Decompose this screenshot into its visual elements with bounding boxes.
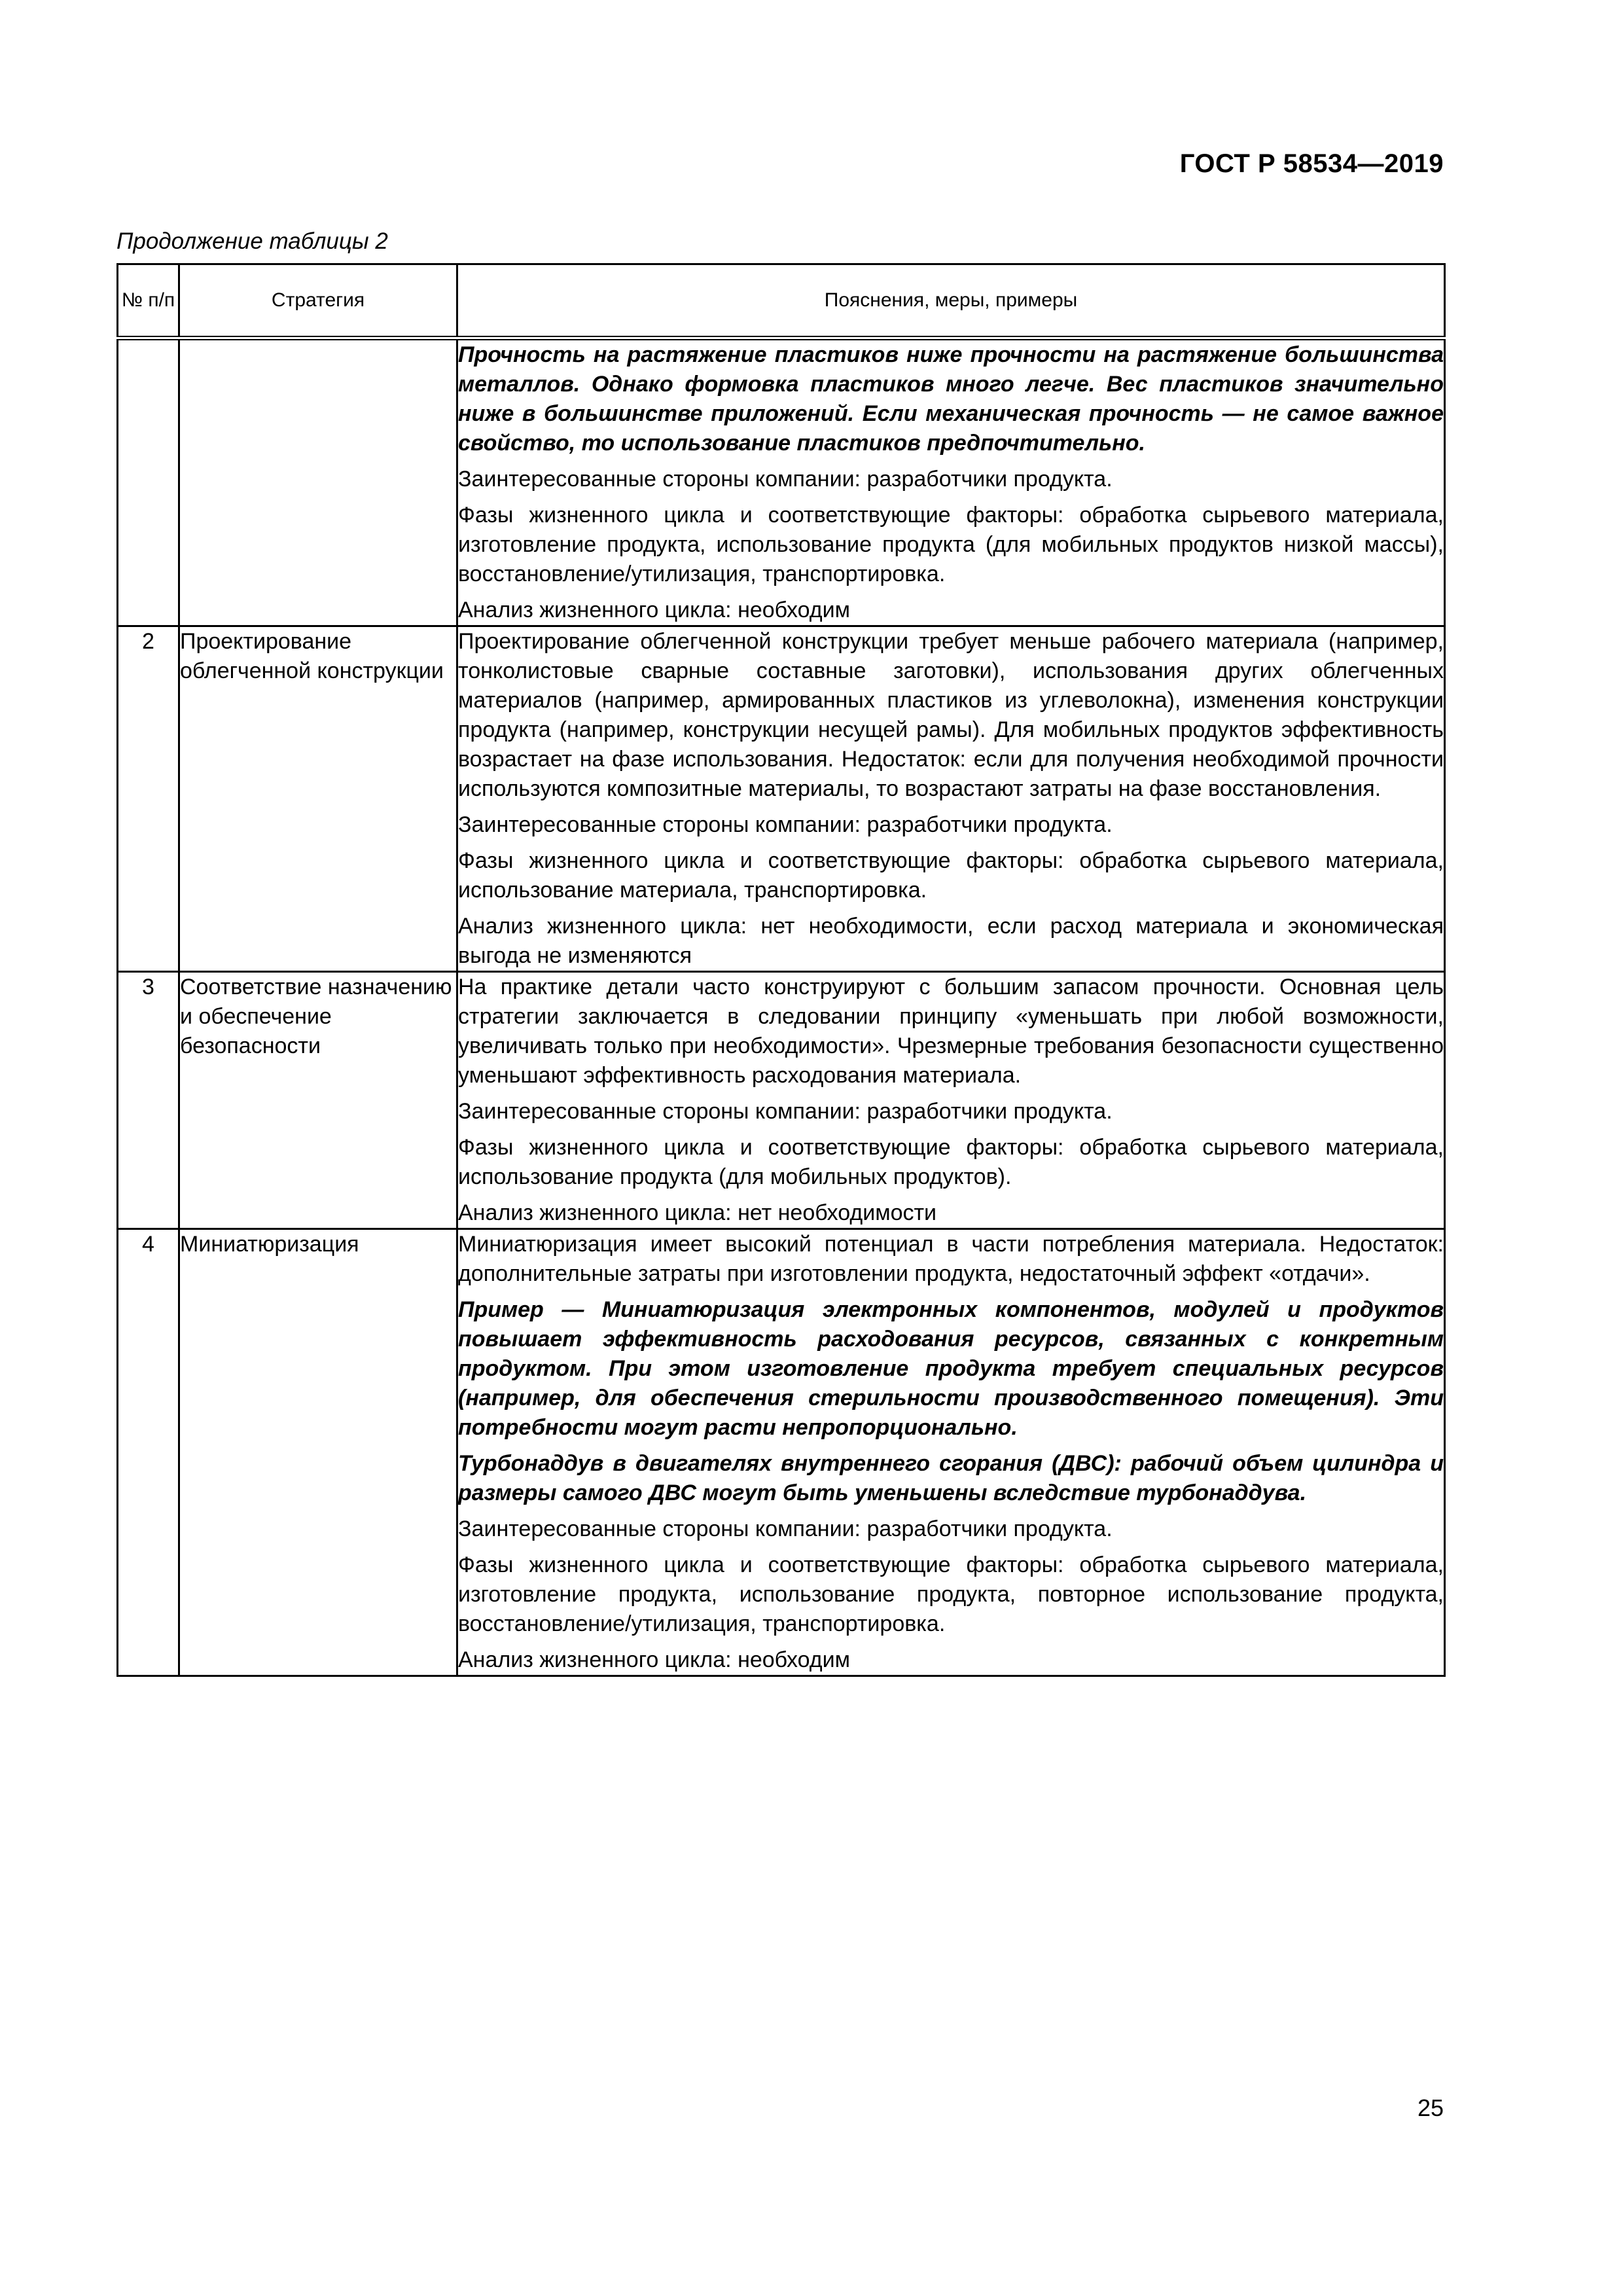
lifecycle-phases-paragraph: Фазы жизненного цикла и соответствующие факторы: обработка сырьевого материала, использование продукта (для мобильных продуктов). xyxy=(458,1135,1444,1189)
stakeholders-paragraph: Заинтересованные стороны компании: разработчики продукта. xyxy=(458,1099,1113,1124)
lifecycle-phases-paragraph: Фазы жизненного цикла и соответствующие факторы: обработка сырьевого материала, использование материала, транспортировка. xyxy=(458,848,1444,903)
row-strategy: Миниатюризация xyxy=(179,1229,457,1676)
lifecycle-analysis-paragraph: Анализ жизненного цикла: нет необходимости xyxy=(458,1200,937,1225)
row-number xyxy=(118,338,179,626)
example-paragraph: Турбонаддув в двигателях внутреннего сгорания (ДВС): рабочий объем цилиндра и размеры самого ДВС могут быть уменьшены вследствие турбонаддува. xyxy=(458,1451,1444,1505)
note-paragraph: Прочность на растяжение пластиков ниже прочности на растяжение большинства металлов. Однако формовка пластиков много легче. Вес пластиков значительно ниже в большинстве приложений. Если механическая прочность — не самое важное свойство, то использование пластиков предпочтительно. xyxy=(458,342,1444,456)
lifecycle-analysis-paragraph: Анализ жизненного цикла: необходим xyxy=(458,598,851,622)
table-row xyxy=(118,338,1445,626)
lifecycle-analysis-paragraph: Анализ жизненного цикла: нет необходимости, если расход материала и экономическая выгода не изменяются xyxy=(458,914,1444,968)
page-number: 25 xyxy=(1417,2094,1444,2121)
row-strategy: Соответствие назначению и обеспечение безопасности xyxy=(179,972,457,1229)
row-description xyxy=(457,626,1445,972)
row-strategy xyxy=(179,338,457,626)
row-number: 4 xyxy=(118,1229,179,1676)
table-row xyxy=(118,1229,1445,1676)
row-strategy: Проектирование облегченной конструкции xyxy=(179,626,457,972)
column-header-number: № п/п xyxy=(118,264,179,338)
row-number: 3 xyxy=(118,972,179,1229)
description-paragraph: Миниатюризация имеет высокий потенциал в части потребления материала. Недостаток: дополнительные затраты при изготовлении продукта, недостаточный эффект «отдачи». xyxy=(458,1232,1444,1286)
row-description xyxy=(457,338,1445,626)
table-header-row xyxy=(118,264,1445,338)
lifecycle-analysis-paragraph: Анализ жизненного цикла: необходим xyxy=(458,1647,851,1672)
row-description xyxy=(457,1229,1445,1676)
stakeholders-paragraph: Заинтересованные стороны компании: разработчики продукта. xyxy=(458,1516,1113,1541)
description-paragraph: Проектирование облегченной конструкции требует меньше рабочего материала (например, тонколистовые сварные составные заготовки), использования других облегченных материалов (например, армированных пластиков из углеволокна), изменения конструкции продукта (например, конструкции несущей рамы). Для мобильных продуктов эффективность возрастает на фазе использования. Недостаток: если для получения необходимой прочности используются композитные материалы, то возрастают затраты на фазе восстановления. xyxy=(458,629,1444,801)
strategy-table xyxy=(116,263,1446,1677)
description-paragraph: На практике детали часто конструируют с большим запасом прочности. Основная цель стратегии заключается в следовании принципу «уменьшать при любой возможности, увеличивать только при необходимости». Чрезмерные требования безопасности существенно уменьшают эффективность расходования материала. xyxy=(458,975,1444,1088)
stakeholders-paragraph: Заинтересованные стороны компании: разработчики продукта. xyxy=(458,467,1113,492)
stakeholders-paragraph: Заинтересованные стороны компании: разработчики продукта. xyxy=(458,812,1113,837)
table-row xyxy=(118,626,1445,972)
column-header-explanations: Пояснения, меры, примеры xyxy=(457,264,1445,338)
lifecycle-phases-paragraph: Фазы жизненного цикла и соответствующие факторы: обработка сырьевого материала, изготовление продукта, использование продукта (для мобильных продуктов низкой массы), восстановление/утилизация, транспортировка. xyxy=(458,503,1444,586)
standard-id: ГОСТ Р 58534—2019 xyxy=(1179,149,1444,178)
table-row xyxy=(118,972,1445,1229)
example-paragraph: Пример — Миниатюризация электронных компонентов, модулей и продуктов повышает эффективность расходования ресурсов, связанных с конкретным продуктом. При этом изготовление продукта требует специальных ресурсов (например, для обеспечения стерильности производственного помещения). Эти потребности могут расти непропорционально. xyxy=(458,1297,1444,1440)
table-caption: Продолжение таблицы 2 xyxy=(116,228,388,254)
lifecycle-phases-paragraph: Фазы жизненного цикла и соответствующие факторы: обработка сырьевого материала, изготовление продукта, использование продукта, повторное использование продукта, восстановление/утилизация, транспортировка. xyxy=(458,1552,1444,1636)
column-header-strategy: Стратегия xyxy=(179,264,457,338)
row-description xyxy=(457,972,1445,1229)
row-number: 2 xyxy=(118,626,179,972)
